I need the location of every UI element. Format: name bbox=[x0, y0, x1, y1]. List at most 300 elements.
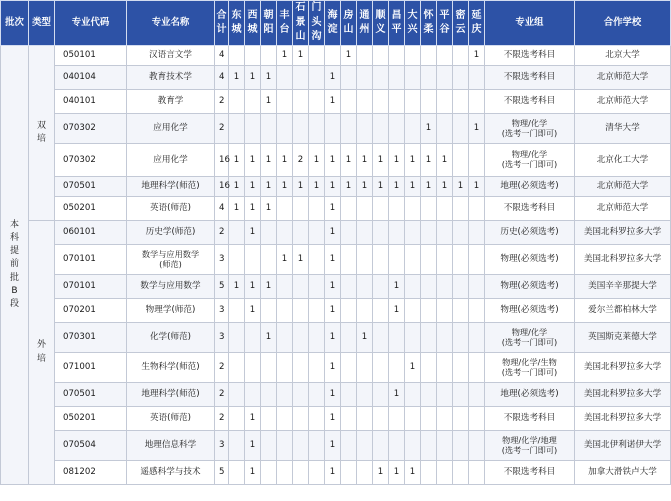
major-code: 040104 bbox=[55, 66, 127, 90]
district-count-8 bbox=[341, 461, 357, 485]
district-count-8 bbox=[341, 245, 357, 275]
partner-school: 北京师范大学 bbox=[575, 197, 671, 221]
header-district-7 bbox=[325, 1, 341, 46]
header-district-1 bbox=[229, 1, 245, 46]
district-count-7: 1 bbox=[325, 353, 341, 383]
district-count-8: 1 bbox=[341, 144, 357, 177]
district-count-9 bbox=[357, 407, 373, 431]
district-count-1 bbox=[229, 383, 245, 407]
district-count-15 bbox=[453, 407, 469, 431]
total-count: 2 bbox=[215, 383, 229, 407]
district-count-2: 1 bbox=[245, 299, 261, 323]
district-count-2: 1 bbox=[245, 221, 261, 245]
subject-group: 不限选考科目 bbox=[485, 66, 575, 90]
vertical-label-text: 朝阳 bbox=[263, 9, 274, 35]
table-row bbox=[1, 383, 671, 407]
district-count-16: 1 bbox=[469, 46, 485, 66]
district-count-16 bbox=[469, 245, 485, 275]
vertical-label-text: 合计 bbox=[216, 9, 227, 35]
vertical-label-text: 密云 bbox=[455, 9, 466, 35]
district-count-16: 1 bbox=[469, 114, 485, 144]
subject-group: 不限选考科目 bbox=[485, 461, 575, 485]
district-count-10 bbox=[373, 299, 389, 323]
partner-school: 清华大学 bbox=[575, 114, 671, 144]
table-row bbox=[1, 407, 671, 431]
vertical-label-text: 房山 bbox=[343, 9, 354, 35]
district-count-16 bbox=[469, 197, 485, 221]
district-count-8 bbox=[341, 275, 357, 299]
header-district-3 bbox=[261, 1, 277, 46]
district-count-15 bbox=[453, 66, 469, 90]
partner-school: 美国北科罗拉多大学 bbox=[575, 353, 671, 383]
district-count-15 bbox=[453, 46, 469, 66]
vertical-label-text: 延庆 bbox=[471, 9, 482, 35]
district-count-7: 1 bbox=[325, 221, 341, 245]
subject-group: 地理(必须选考) bbox=[485, 177, 575, 197]
district-count-16 bbox=[469, 275, 485, 299]
total-count: 16 bbox=[215, 177, 229, 197]
district-count-5 bbox=[293, 221, 309, 245]
district-count-15 bbox=[453, 323, 469, 353]
district-count-14 bbox=[437, 353, 453, 383]
district-count-10 bbox=[373, 431, 389, 461]
district-count-8: 1 bbox=[341, 46, 357, 66]
district-count-9 bbox=[357, 383, 373, 407]
header-district-8 bbox=[341, 1, 357, 46]
major-name: 英语(师范) bbox=[127, 197, 215, 221]
district-count-9 bbox=[357, 353, 373, 383]
district-count-7 bbox=[325, 46, 341, 66]
header-batch: 批次 bbox=[1, 1, 29, 46]
major-code: 060101 bbox=[55, 221, 127, 245]
district-count-3: 1 bbox=[261, 323, 277, 353]
table-row bbox=[1, 299, 671, 323]
major-name: 地理科学(师范) bbox=[127, 177, 215, 197]
district-count-15 bbox=[453, 90, 469, 114]
header-district-16 bbox=[469, 1, 485, 46]
district-count-6 bbox=[309, 299, 325, 323]
vertical-label-text: 大兴 bbox=[407, 9, 418, 35]
district-count-15 bbox=[453, 299, 469, 323]
district-count-1 bbox=[229, 353, 245, 383]
district-count-13 bbox=[421, 46, 437, 66]
district-count-16 bbox=[469, 323, 485, 353]
district-count-15 bbox=[453, 461, 469, 485]
district-count-11: 1 bbox=[389, 144, 405, 177]
total-count: 2 bbox=[215, 90, 229, 114]
district-count-13 bbox=[421, 323, 437, 353]
major-code: 081202 bbox=[55, 461, 127, 485]
district-count-3 bbox=[261, 383, 277, 407]
district-count-7 bbox=[325, 114, 341, 144]
header-total bbox=[215, 1, 229, 46]
district-count-12: 1 bbox=[405, 461, 421, 485]
district-count-13 bbox=[421, 275, 437, 299]
district-count-2: 1 bbox=[245, 66, 261, 90]
district-count-16 bbox=[469, 383, 485, 407]
total-count: 5 bbox=[215, 275, 229, 299]
major-code: 070201 bbox=[55, 299, 127, 323]
vertical-label-text: 本科提前批B段 bbox=[9, 220, 19, 309]
total-count: 3 bbox=[215, 431, 229, 461]
type-cell-shuangpei bbox=[29, 46, 55, 221]
district-count-6 bbox=[309, 197, 325, 221]
district-count-12 bbox=[405, 383, 421, 407]
major-code: 070504 bbox=[55, 431, 127, 461]
district-count-14: 1 bbox=[437, 144, 453, 177]
total-count: 2 bbox=[215, 407, 229, 431]
table-row bbox=[1, 66, 671, 90]
district-count-8 bbox=[341, 66, 357, 90]
subject-group: 物理/化学/地理 (选考一门即可) bbox=[485, 431, 575, 461]
vertical-label-text: 石景山 bbox=[295, 2, 306, 43]
district-count-6 bbox=[309, 46, 325, 66]
district-count-6 bbox=[309, 221, 325, 245]
total-count: 3 bbox=[215, 299, 229, 323]
district-count-14 bbox=[437, 46, 453, 66]
vertical-label-text: 顺义 bbox=[375, 9, 386, 35]
major-code: 070101 bbox=[55, 275, 127, 299]
district-count-11 bbox=[389, 66, 405, 90]
district-count-15 bbox=[453, 245, 469, 275]
district-count-4 bbox=[277, 383, 293, 407]
district-count-14 bbox=[437, 90, 453, 114]
major-code: 050101 bbox=[55, 46, 127, 66]
district-count-15 bbox=[453, 144, 469, 177]
subject-group: 不限选考科目 bbox=[485, 46, 575, 66]
major-code: 070101 bbox=[55, 245, 127, 275]
district-count-9 bbox=[357, 221, 373, 245]
district-count-7: 1 bbox=[325, 197, 341, 221]
district-count-8 bbox=[341, 323, 357, 353]
district-count-6 bbox=[309, 245, 325, 275]
header-district-5 bbox=[293, 1, 309, 46]
major-name: 应用化学 bbox=[127, 114, 215, 144]
district-count-13: 1 bbox=[421, 144, 437, 177]
major-name: 生物科学(师范) bbox=[127, 353, 215, 383]
district-count-9 bbox=[357, 461, 373, 485]
header-district-13 bbox=[421, 1, 437, 46]
district-count-12: 1 bbox=[405, 177, 421, 197]
table-row bbox=[1, 353, 671, 383]
district-count-13 bbox=[421, 197, 437, 221]
district-count-2: 1 bbox=[245, 177, 261, 197]
district-count-1 bbox=[229, 114, 245, 144]
district-count-10 bbox=[373, 407, 389, 431]
district-count-13 bbox=[421, 245, 437, 275]
header-district-9 bbox=[357, 1, 373, 46]
district-count-4 bbox=[277, 431, 293, 461]
district-count-3 bbox=[261, 431, 277, 461]
district-count-13: 1 bbox=[421, 114, 437, 144]
district-count-4: 1 bbox=[277, 46, 293, 66]
partner-school: 美国北伊利诺伊大学 bbox=[575, 431, 671, 461]
district-count-6 bbox=[309, 431, 325, 461]
total-count: 4 bbox=[215, 46, 229, 66]
table-header-row bbox=[1, 1, 671, 46]
district-count-1 bbox=[229, 461, 245, 485]
district-count-1 bbox=[229, 46, 245, 66]
district-count-10 bbox=[373, 46, 389, 66]
subject-group: 不限选考科目 bbox=[485, 197, 575, 221]
district-count-4 bbox=[277, 90, 293, 114]
district-count-7: 1 bbox=[325, 407, 341, 431]
district-count-13 bbox=[421, 431, 437, 461]
district-count-4: 1 bbox=[277, 177, 293, 197]
district-count-4: 1 bbox=[277, 144, 293, 177]
district-count-7: 1 bbox=[325, 177, 341, 197]
district-count-3 bbox=[261, 407, 277, 431]
district-count-6 bbox=[309, 275, 325, 299]
district-count-3 bbox=[261, 299, 277, 323]
district-count-15 bbox=[453, 383, 469, 407]
table-row bbox=[1, 197, 671, 221]
subject-group: 物理/化学 (选考一门即可) bbox=[485, 323, 575, 353]
district-count-10 bbox=[373, 245, 389, 275]
district-count-12: 1 bbox=[405, 353, 421, 383]
district-count-12 bbox=[405, 197, 421, 221]
total-count: 16 bbox=[215, 144, 229, 177]
district-count-15 bbox=[453, 114, 469, 144]
district-count-11 bbox=[389, 221, 405, 245]
district-count-5 bbox=[293, 431, 309, 461]
major-name: 教育学 bbox=[127, 90, 215, 114]
district-count-11 bbox=[389, 197, 405, 221]
district-count-9 bbox=[357, 245, 373, 275]
district-count-11 bbox=[389, 46, 405, 66]
district-count-7: 1 bbox=[325, 66, 341, 90]
vertical-label-text: 西城 bbox=[247, 9, 258, 35]
subject-group: 地理(必须选考) bbox=[485, 383, 575, 407]
district-count-5: 2 bbox=[293, 144, 309, 177]
major-name: 物理学(师范) bbox=[127, 299, 215, 323]
district-count-15 bbox=[453, 275, 469, 299]
partner-school: 北京师范大学 bbox=[575, 66, 671, 90]
district-count-15 bbox=[453, 353, 469, 383]
district-count-5 bbox=[293, 90, 309, 114]
district-count-2 bbox=[245, 46, 261, 66]
major-name: 数学与应用数学 bbox=[127, 275, 215, 299]
total-count: 2 bbox=[215, 221, 229, 245]
district-count-8: 1 bbox=[341, 177, 357, 197]
partner-school: 美国北科罗拉多大学 bbox=[575, 245, 671, 275]
district-count-3: 1 bbox=[261, 177, 277, 197]
district-count-10: 1 bbox=[373, 144, 389, 177]
district-count-9 bbox=[357, 66, 373, 90]
district-count-15 bbox=[453, 431, 469, 461]
header-district-4 bbox=[277, 1, 293, 46]
subject-group: 物理(必须选考) bbox=[485, 245, 575, 275]
district-count-1: 1 bbox=[229, 197, 245, 221]
district-count-8 bbox=[341, 431, 357, 461]
district-count-10 bbox=[373, 221, 389, 245]
header-major-name: 专业名称 bbox=[127, 1, 215, 46]
district-count-14 bbox=[437, 114, 453, 144]
district-count-4 bbox=[277, 114, 293, 144]
district-count-11 bbox=[389, 114, 405, 144]
table-row bbox=[1, 177, 671, 197]
district-count-10 bbox=[373, 275, 389, 299]
district-count-12 bbox=[405, 275, 421, 299]
district-count-2: 1 bbox=[245, 144, 261, 177]
partner-school: 爱尔兰都柏林大学 bbox=[575, 299, 671, 323]
major-name: 教育技术学 bbox=[127, 66, 215, 90]
table-row bbox=[1, 221, 671, 245]
table-row bbox=[1, 46, 671, 66]
district-count-4 bbox=[277, 323, 293, 353]
major-name: 遥感科学与技术 bbox=[127, 461, 215, 485]
total-count: 4 bbox=[215, 197, 229, 221]
district-count-15: 1 bbox=[453, 177, 469, 197]
partner-school: 美国北科罗拉多大学 bbox=[575, 383, 671, 407]
district-count-14 bbox=[437, 407, 453, 431]
district-count-9 bbox=[357, 90, 373, 114]
district-count-11: 1 bbox=[389, 461, 405, 485]
district-count-9 bbox=[357, 299, 373, 323]
district-count-16 bbox=[469, 299, 485, 323]
partner-school: 美国北科罗拉多大学 bbox=[575, 407, 671, 431]
district-count-12: 1 bbox=[405, 144, 421, 177]
district-count-10: 1 bbox=[373, 461, 389, 485]
district-count-15 bbox=[453, 197, 469, 221]
batch-cell bbox=[1, 46, 29, 485]
district-count-16 bbox=[469, 431, 485, 461]
partner-school: 北京师范大学 bbox=[575, 177, 671, 197]
district-count-12 bbox=[405, 46, 421, 66]
type-cell-waipei bbox=[29, 221, 55, 485]
district-count-2: 1 bbox=[245, 461, 261, 485]
district-count-4 bbox=[277, 66, 293, 90]
total-count: 5 bbox=[215, 461, 229, 485]
total-count: 3 bbox=[215, 323, 229, 353]
district-count-13 bbox=[421, 221, 437, 245]
major-code: 040101 bbox=[55, 90, 127, 114]
district-count-2: 1 bbox=[245, 197, 261, 221]
partner-school: 北京师范大学 bbox=[575, 90, 671, 114]
district-count-13 bbox=[421, 461, 437, 485]
header-major-code: 专业代码 bbox=[55, 1, 127, 46]
district-count-3 bbox=[261, 353, 277, 383]
district-count-8 bbox=[341, 90, 357, 114]
district-count-7: 1 bbox=[325, 323, 341, 353]
district-count-2: 1 bbox=[245, 407, 261, 431]
district-count-1: 1 bbox=[229, 66, 245, 90]
district-count-9 bbox=[357, 275, 373, 299]
district-count-8 bbox=[341, 407, 357, 431]
district-count-15 bbox=[453, 221, 469, 245]
header-district-6 bbox=[309, 1, 325, 46]
district-count-1 bbox=[229, 221, 245, 245]
major-code: 070302 bbox=[55, 114, 127, 144]
district-count-12 bbox=[405, 90, 421, 114]
subject-group: 物理/化学 (选考一门即可) bbox=[485, 114, 575, 144]
district-count-3 bbox=[261, 46, 277, 66]
district-count-13 bbox=[421, 90, 437, 114]
partner-school: 北京化工大学 bbox=[575, 144, 671, 177]
header-district-2 bbox=[245, 1, 261, 46]
district-count-14 bbox=[437, 221, 453, 245]
district-count-6 bbox=[309, 66, 325, 90]
district-count-12 bbox=[405, 323, 421, 353]
header-district-15 bbox=[453, 1, 469, 46]
district-count-14 bbox=[437, 275, 453, 299]
vertical-label-text: 平谷 bbox=[439, 9, 450, 35]
district-count-2 bbox=[245, 383, 261, 407]
district-count-1 bbox=[229, 299, 245, 323]
district-count-7: 1 bbox=[325, 431, 341, 461]
major-name: 英语(师范) bbox=[127, 407, 215, 431]
subject-group: 不限选考科目 bbox=[485, 90, 575, 114]
district-count-4 bbox=[277, 353, 293, 383]
district-count-8 bbox=[341, 197, 357, 221]
district-count-6 bbox=[309, 353, 325, 383]
district-count-7: 1 bbox=[325, 383, 341, 407]
district-count-3 bbox=[261, 245, 277, 275]
table-row bbox=[1, 90, 671, 114]
district-count-6 bbox=[309, 114, 325, 144]
vertical-label-text: 怀柔 bbox=[423, 9, 434, 35]
district-count-14 bbox=[437, 245, 453, 275]
district-count-2: 1 bbox=[245, 431, 261, 461]
district-count-2 bbox=[245, 245, 261, 275]
total-count: 3 bbox=[215, 245, 229, 275]
district-count-11 bbox=[389, 353, 405, 383]
district-count-5 bbox=[293, 299, 309, 323]
major-name: 地理信息科学 bbox=[127, 431, 215, 461]
district-count-10 bbox=[373, 383, 389, 407]
vertical-label-text: 通州 bbox=[359, 9, 370, 35]
district-count-7: 1 bbox=[325, 245, 341, 275]
district-count-11 bbox=[389, 431, 405, 461]
district-count-3 bbox=[261, 461, 277, 485]
district-count-7: 1 bbox=[325, 275, 341, 299]
district-count-6 bbox=[309, 461, 325, 485]
subject-group: 物理(必须选考) bbox=[485, 299, 575, 323]
district-count-8 bbox=[341, 114, 357, 144]
district-count-8 bbox=[341, 383, 357, 407]
major-code: 050201 bbox=[55, 407, 127, 431]
district-count-5 bbox=[293, 197, 309, 221]
district-count-5: 1 bbox=[293, 46, 309, 66]
district-count-5 bbox=[293, 323, 309, 353]
district-count-5 bbox=[293, 275, 309, 299]
table-row bbox=[1, 461, 671, 485]
vertical-label-text: 双培 bbox=[36, 120, 46, 144]
district-count-6: 1 bbox=[309, 177, 325, 197]
district-count-14 bbox=[437, 197, 453, 221]
subject-group: 物理(必须选考) bbox=[485, 275, 575, 299]
district-count-1 bbox=[229, 431, 245, 461]
district-count-9: 1 bbox=[357, 177, 373, 197]
table-row bbox=[1, 323, 671, 353]
district-count-9 bbox=[357, 46, 373, 66]
district-count-3: 1 bbox=[261, 66, 277, 90]
major-name: 汉语言文学 bbox=[127, 46, 215, 66]
partner-school: 加拿大滑铁卢大学 bbox=[575, 461, 671, 485]
major-code: 050201 bbox=[55, 197, 127, 221]
district-count-8 bbox=[341, 299, 357, 323]
district-count-8 bbox=[341, 353, 357, 383]
district-count-4 bbox=[277, 407, 293, 431]
district-count-7: 1 bbox=[325, 90, 341, 114]
district-count-12 bbox=[405, 221, 421, 245]
district-count-5 bbox=[293, 66, 309, 90]
major-name: 地理科学(师范) bbox=[127, 383, 215, 407]
district-count-11: 1 bbox=[389, 383, 405, 407]
district-count-13 bbox=[421, 66, 437, 90]
district-count-16 bbox=[469, 221, 485, 245]
major-code: 070301 bbox=[55, 323, 127, 353]
